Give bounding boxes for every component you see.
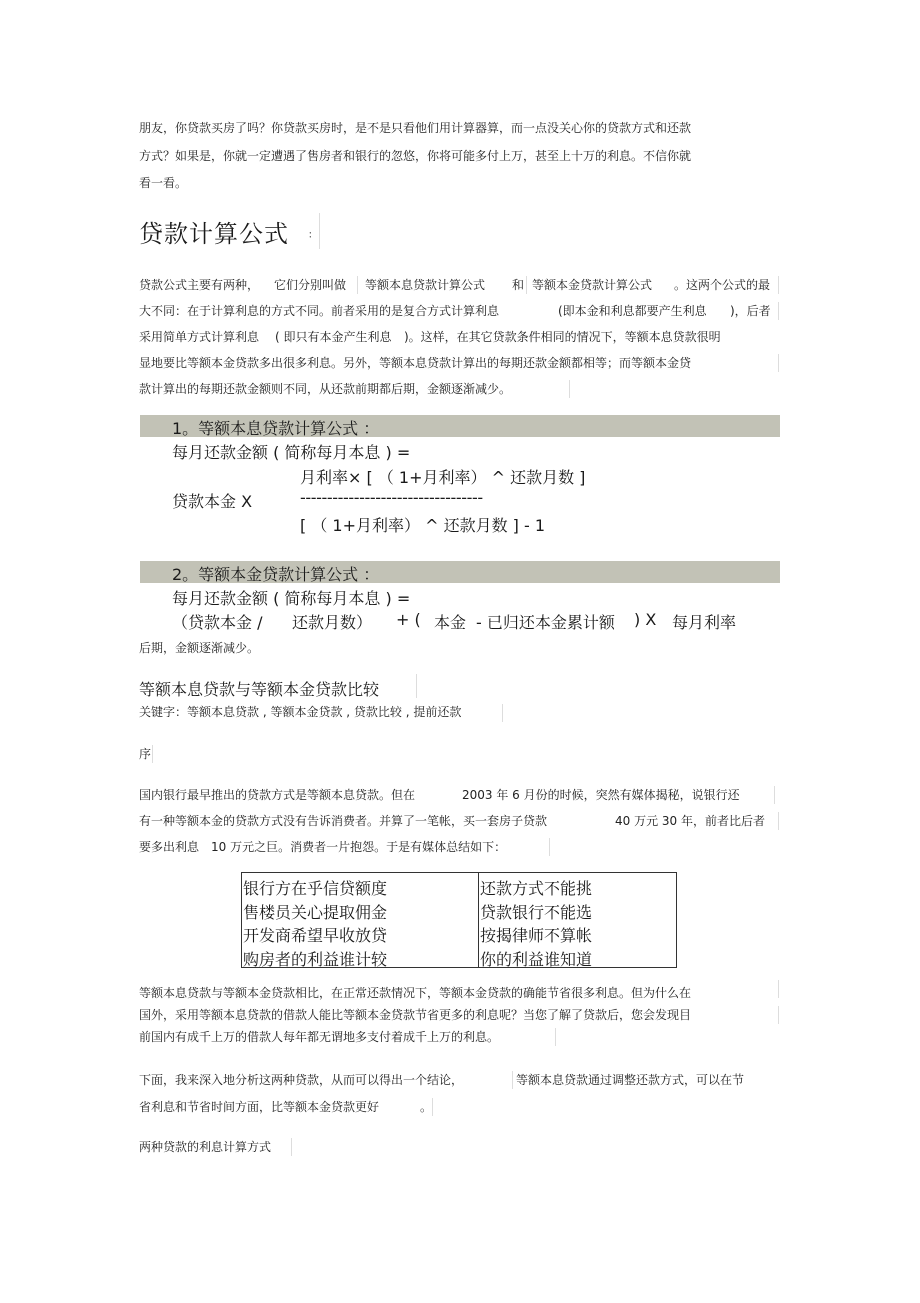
summary-line-1a: 贷款公式主要有两种， xyxy=(139,278,260,292)
summary-line-2c: )，后者 xyxy=(730,304,771,318)
layout-edge xyxy=(319,213,320,249)
layout-edge xyxy=(778,812,779,830)
formula2-line2f: ) X xyxy=(634,610,657,629)
compare-last-line: 两种贷款的利息计算方式 xyxy=(139,1140,272,1154)
summary-line-2b: (即本金和利息都要产生利息 xyxy=(558,304,707,318)
page-title: 贷款计算公式 xyxy=(139,220,289,248)
summary-line-3b: ( 即只有本金产生利息 xyxy=(275,330,392,344)
table-cell-right: 你的利益谁知道 xyxy=(480,950,593,969)
formula1-heading-band xyxy=(140,415,780,437)
compare-p2-line1: 等额本息贷款与等额本金贷款相比，在正常还款情况下，等额本金贷款的确能节省很多利息。但为什么在 xyxy=(139,986,692,1000)
layout-edge xyxy=(526,276,527,294)
compare-p1-line1a: 国内银行最早推出的贷款方式是等额本息贷款。但在 xyxy=(139,788,416,802)
formula2-line2e: - 已归还本金累计额 xyxy=(476,613,615,632)
layout-edge xyxy=(774,786,775,804)
intro-line-2: 方式？如果是，你就一定遭遇了售房者和银行的忽悠，你将可能多付上万，甚至上十万的利息。不信你就 xyxy=(139,149,692,163)
formula1-fraction-bar: ---------------------------------- xyxy=(300,488,483,507)
layout-edge xyxy=(357,276,358,294)
compare-p2-line3: 前国内有成千上万的借款人每年都无谓地多支付着成千上万的利息。 xyxy=(139,1030,500,1044)
compare-p1-line2a: 有一种等额本金的贷款方式没有告诉消费者。并算了一笔帐，买一套房子贷款 xyxy=(139,814,548,828)
table-divider xyxy=(478,873,479,967)
compare-p3-line1a: 下面，我来深入地分析这两种贷款，从而可以得出一个结论， xyxy=(139,1073,464,1087)
summary-line-1b: 它们分别叫做 xyxy=(274,278,347,292)
summary-line-1d: 和 xyxy=(512,278,525,292)
formula2-line2g: 每月利率 xyxy=(672,613,737,632)
formula2-heading: 2。等额本金贷款计算公式 ： xyxy=(172,565,380,584)
layout-edge xyxy=(778,1006,779,1024)
layout-edge xyxy=(152,745,153,763)
compare-p1-line1b: 2003 年 6 月份的时候，突然有媒体揭秘，说银行还 xyxy=(462,788,740,802)
layout-edge xyxy=(569,380,570,398)
title-mark: ： xyxy=(308,230,318,241)
layout-edge xyxy=(778,980,779,998)
compare-keywords: 关键字：等额本息贷款 , 等额本金贷款 , 贷款比较 , 提前还款 xyxy=(139,705,462,719)
summary-table xyxy=(241,872,677,968)
layout-edge xyxy=(778,276,779,294)
formula2-tail: 后期，金额逐渐减少。 xyxy=(139,641,260,655)
layout-edge xyxy=(778,354,779,372)
table-cell-right: 还款方式不能挑 xyxy=(480,879,593,898)
summary-line-5: 款计算出的每期还款金额则不同，从还款前期都后期，金额逐渐减少。 xyxy=(139,382,512,396)
compare-p2-line2: 国外，采用等额本息贷款的借款人能比等额本金贷款节省更多的利息呢？当您了解了贷款后，您会发现目 xyxy=(139,1008,692,1022)
formula1-left: 贷款本金 X xyxy=(172,492,253,511)
layout-edge xyxy=(549,838,550,856)
layout-edge xyxy=(512,1071,513,1089)
formula1-heading: 1。等额本息贷款计算公式 ： xyxy=(172,419,380,438)
table-cell-left: 售楼员关心提取佣金 xyxy=(243,903,388,922)
table-cell-left: 购房者的利益谁计较 xyxy=(243,950,388,969)
table-cell-right: 按揭律师不算帐 xyxy=(480,926,593,945)
formula2-line2d: 本金 xyxy=(434,613,467,632)
table-cell-right: 贷款银行不能选 xyxy=(480,903,593,922)
formula1-line1: 每月还款金额 ( 简称每月本息 ) = xyxy=(172,443,411,462)
intro-line-1: 朋友，你贷款买房了吗？你贷款买房时，是不是只看他们用计算器算，而一点没关心你的贷款方式和还款 xyxy=(139,121,692,135)
layout-edge xyxy=(555,1028,556,1046)
formula2-line1: 每月还款金额 ( 简称每月本息 ) = xyxy=(172,589,411,608)
layout-edge xyxy=(432,1098,433,1116)
compare-p1-line2b: 40 万元 30 年，前者比后者 xyxy=(615,814,765,828)
summary-line-1c: 等额本息贷款计算公式 xyxy=(365,278,486,292)
formula2-heading-band xyxy=(140,561,780,583)
table-cell-left: 银行方在乎信贷额度 xyxy=(243,879,388,898)
summary-line-4: 显地要比等额本金贷款多出很多利息。另外，等额本息贷款计算出的每期还款金额都相等；而等额本金贷 xyxy=(139,356,692,370)
layout-edge xyxy=(778,302,779,320)
compare-order: 序 xyxy=(139,747,152,761)
formula1-denominator: [ （ 1+月利率） ^ 还款月数 ] - 1 xyxy=(300,516,546,535)
summary-line-1f: 。这两个公式的最 xyxy=(674,278,771,292)
compare-p1-line3b: 10 万元之巨。消费者一片抱怨。于是有媒体总结如下： xyxy=(211,840,507,854)
compare-p1-line3a: 要多出利息 xyxy=(139,840,200,854)
formula2-line2a: （贷款本金 / xyxy=(172,613,263,632)
summary-line-3a: 采用简单方式计算利息 xyxy=(139,330,260,344)
compare-p3-line1b: 等额本息贷款通过调整还款方式，可以在节 xyxy=(516,1073,745,1087)
summary-line-1e: 等额本金贷款计算公式 xyxy=(532,278,653,292)
table-cell-left: 开发商希望早收放贷 xyxy=(243,926,388,945)
intro-line-3: 看一看。 xyxy=(139,176,188,190)
compare-heading: 等额本息贷款与等额本金贷款比较 xyxy=(139,680,380,699)
summary-line-2a: 大不同：在于计算利息的方式不同。前者采用的是复合方式计算利息 xyxy=(139,304,500,318)
formula2-line2b: 还款月数） xyxy=(292,613,373,632)
summary-line-3c: )。这样，在其它贷款条件相同的情况下，等额本息贷款很明 xyxy=(404,330,721,344)
layout-edge xyxy=(291,1138,292,1156)
layout-edge xyxy=(502,704,503,722)
compare-p3-line2a: 省利息和节省时间方面，比等额本金贷款更好 xyxy=(139,1100,380,1114)
compare-p3-line2b: 。 xyxy=(420,1100,433,1114)
layout-edge xyxy=(416,674,417,698)
formula1-numerator: 月利率× [ （ 1+月利率） ^ 还款月数 ] xyxy=(300,468,586,487)
formula2-line2c: + ( xyxy=(396,610,421,629)
